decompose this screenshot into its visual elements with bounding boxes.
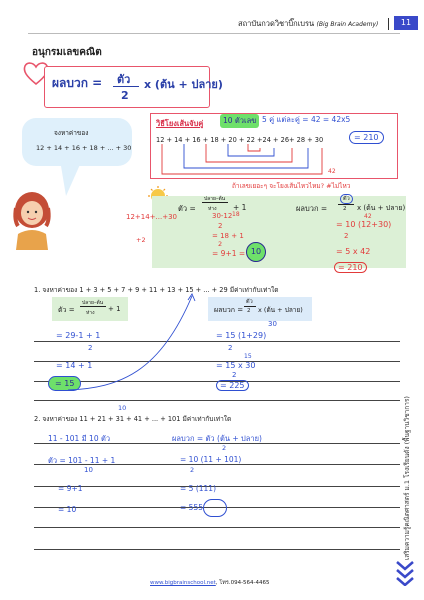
rule-count-line xyxy=(202,202,228,203)
rule-sum-num: ตัว xyxy=(340,194,353,204)
q2-text: 2. จงหาค่าของ 11 + 21 + 31 + 41 + ... + 101 มีค่าเท่ากับเท่าใด xyxy=(34,415,232,423)
q2-hw-b4: = 555 xyxy=(180,503,203,512)
pairing-lines xyxy=(150,144,400,180)
hw-result: = 210 xyxy=(349,131,384,144)
header-title: สถาบันกวดวิชาบิ๊กเบรน (Big Brain Academy) xyxy=(238,19,379,28)
rule-sum-right: x (ต้น + ปลาย) xyxy=(357,204,406,212)
footer: www.bigbrainschool.net, โทร.094-564-4465 xyxy=(150,580,270,586)
formula-left: ผลบวก = xyxy=(52,76,103,90)
rule-sum-line xyxy=(338,204,354,205)
q2-rule-3 xyxy=(34,486,400,487)
q1-hw-b3: = 225 xyxy=(216,380,249,391)
hw-s1: = 10 (12+30) xyxy=(336,220,392,229)
q1-sum-num: ตัว xyxy=(246,299,253,305)
formula-fraction-line xyxy=(113,86,139,87)
q1-sum-den: 2 xyxy=(247,308,251,314)
hw-pairs: 5 คู่ แต่ละคู่ = 42 = 42x5 xyxy=(262,115,351,124)
hw-18: 18 xyxy=(232,211,240,218)
hw-line2-den: 2 xyxy=(218,240,223,248)
hw-s1-den: 2 xyxy=(344,232,349,240)
rule-count-den: ห่าง xyxy=(208,206,217,212)
page-number: 11 xyxy=(394,16,418,30)
q1-count-num: ปลาย–ต้น xyxy=(82,300,104,306)
q2-hw-b3: = 5 (111) xyxy=(180,484,216,493)
hw-answer: 10 xyxy=(246,242,266,262)
hw-42b: 42 xyxy=(364,213,372,220)
q2-hw-10: 10 xyxy=(118,404,127,412)
q1-hw-a2: = 14 + 1 xyxy=(56,361,93,370)
q1-hw-b2: = 15 x 30 xyxy=(216,361,256,370)
q2-hw-a2-den: 10 xyxy=(84,466,93,474)
rule-sum-den: 2 xyxy=(343,206,347,212)
q1-text: 1. จงหาค่าของ 1 + 3 + 5 + 7 + 9 + 11 + 13 + 15 + ... + 29 มีค่าเท่ากับเท่าใด xyxy=(34,286,279,294)
q1-hw-b1: = 15 (1+29) xyxy=(216,331,267,340)
rule-count-num: ปลาย–ต้น xyxy=(204,196,226,202)
side-text: เสริมความรู้คณิตศาสตร์ ม.1 โรงเรียนดัง (พื้นฐานวิชาการ) xyxy=(403,396,411,560)
q2-rule-5 xyxy=(34,527,400,528)
method-title: วิธีโยงเส้นจับคู่ xyxy=(156,119,204,128)
q1-hw-30: 30 xyxy=(268,320,277,328)
q2-hw-a1: 11 - 101 มี 10 ตัว xyxy=(48,434,111,443)
q2-hw-b2: = 10 (11 + 101) xyxy=(180,455,242,464)
header-divider xyxy=(388,18,389,30)
section-title: อนุกรมเลขคณิต xyxy=(32,47,102,58)
bubble-text-1: จงหาค่าของ xyxy=(54,129,89,137)
header-rule xyxy=(28,33,400,34)
hw-count-num: 30-12 xyxy=(212,212,233,220)
speech-bubble xyxy=(22,118,132,166)
q1-count-plus: + 1 xyxy=(108,305,121,313)
q2-hw-a4: = 10 xyxy=(58,505,77,514)
q1-hw-a3: = 15 xyxy=(48,376,81,391)
hw-42: 42 xyxy=(328,168,336,175)
q2-hw-b2-den: 2 xyxy=(190,466,195,474)
hw-count-den: 2 xyxy=(218,222,223,230)
rule-count-plus: + 1 xyxy=(233,203,247,212)
q1-count-left: ตัว = xyxy=(58,306,75,314)
q1-connector-arrow xyxy=(60,292,260,402)
q1-sum-left: ผลบวก = xyxy=(214,306,244,314)
hw-s3: = 210 xyxy=(334,262,367,273)
hw-partial: 12+14+...+30 xyxy=(126,213,177,221)
girl-illustration-icon xyxy=(10,190,54,250)
q1-sum-right: x (ต้น + ปลาย) xyxy=(258,306,303,314)
hw-count: 10 ตัวเลข xyxy=(220,114,259,128)
q1-hw-a1: = 29-1 + 1 xyxy=(56,331,101,340)
q1-hw-b1-den: 2 xyxy=(228,344,233,352)
formula-num: ตัว xyxy=(117,73,131,86)
q1-hw-15: 15 xyxy=(244,353,252,360)
q1-hw-a1-den: 2 xyxy=(88,344,93,352)
q2-rule-6 xyxy=(34,549,400,550)
q1-count-den: ห่าง xyxy=(86,310,95,316)
bubble-text-2: 12 + 14 + 16 + 18 + ... + 30 xyxy=(36,144,132,152)
hw-plus2: +2 xyxy=(136,236,146,244)
hw-line3: = 9+1 = xyxy=(212,249,246,258)
q2-hw-b1: ผลบวก = ตัว (ต้น + ปลาย) xyxy=(172,434,262,443)
rule-sum-left: ผลบวก = xyxy=(296,204,328,213)
hw-s2: = 5 x 42 xyxy=(336,247,371,256)
q2-hw-b1-den: 2 xyxy=(222,444,227,452)
q2-hw-a3: = 9+1 xyxy=(58,484,83,493)
q2-hw-a2: ตัว = 101 - 11 + 1 xyxy=(48,456,116,465)
q1-hw-b2-den: 2 xyxy=(232,371,237,379)
formula-right: x (ต้น + ปลาย) xyxy=(144,78,223,91)
hw-line2: = 18 + 1 xyxy=(212,232,244,240)
sequence-text: 12 + 14 + 16 + 18 + 20 + 22 +24 + 26+ 28 + 30 xyxy=(156,136,324,144)
speech-bubble-tail xyxy=(56,160,86,200)
footer-url[interactable]: www.bigbrainschool.net xyxy=(150,580,216,586)
formula-den: 2 xyxy=(121,89,129,102)
q2-answer-circle xyxy=(203,499,227,517)
hw-note: ถ้าเลขเยอะๆ จะโยงเส้นไหวไหม? #ไม่ไหว xyxy=(232,182,351,190)
chevron-down-icon xyxy=(394,560,416,586)
rule-count-left: ตัว = xyxy=(178,204,196,213)
